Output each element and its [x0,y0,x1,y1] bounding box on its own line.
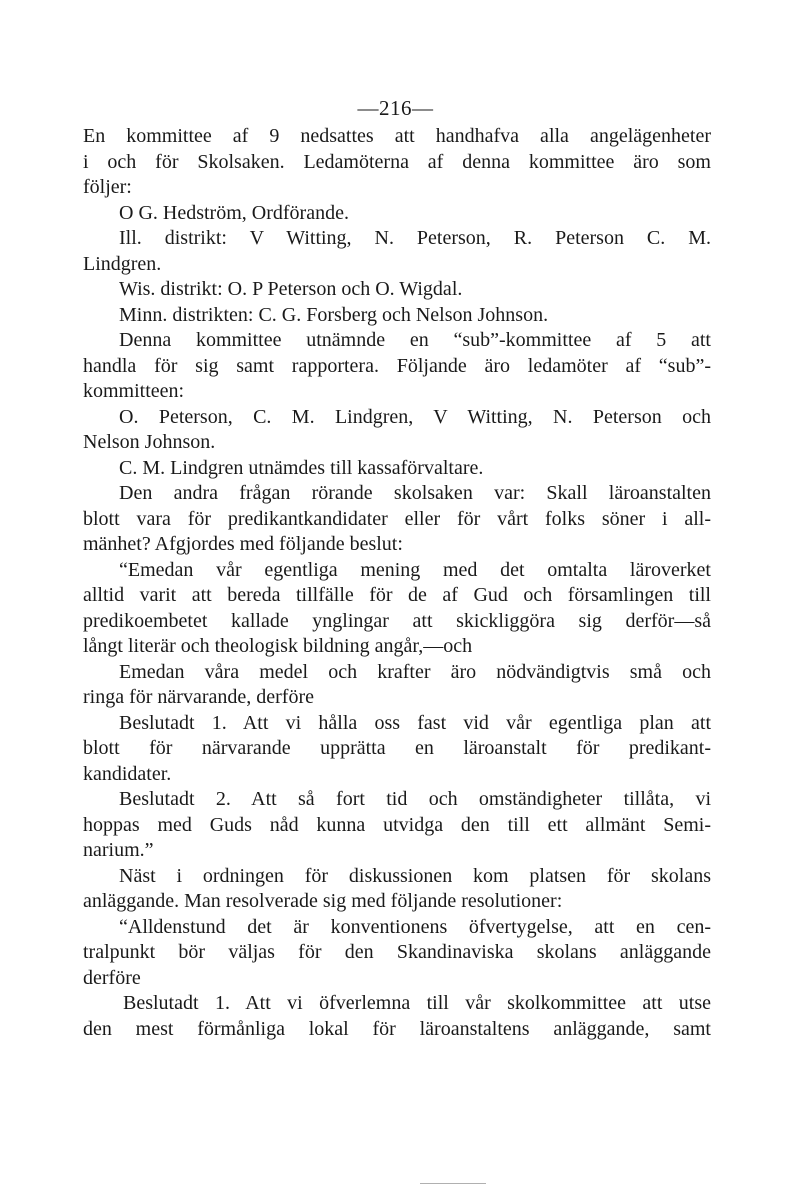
text-line: tralpunkt bör väljas för den Skandinaviska skolans anläggande [83,941,711,963]
text-line: Nelson Johnson. [83,431,216,453]
text-line: Beslutadt 1. Att vi öfverlemna till vår skolkommittee att utse [123,992,711,1014]
text-line: den mest förmånliga lokal för läroanstaltens anläggande, samt [83,1017,711,1040]
text-line: anläggande. Man resolverade sig med följande resolutioner: [83,890,563,912]
text-line: blott för närvarande upprätta en läroanstalt för predikant- [83,737,711,759]
text-line: handla för sig samt rapportera. Följande äro ledamöter af “sub”- [83,354,711,377]
text-line: kandidater. [83,762,172,785]
text-line: långt literär och theologisk bildning angår,—och [83,635,473,657]
text-line: blott vara för predikantkandidater eller för vårt folks söner i all- [83,507,711,530]
text-line: i och för Skolsaken. Ledamöterna af denna kommittee äro som [83,150,711,173]
text-line: Lindgren. [83,252,162,275]
text-line: “Alldenstund det är konventionens öfvertygelse, att en cen- [119,915,711,938]
text-line: Minn. distrikten: C. G. Forsberg och Nelson Johnson. [119,303,549,326]
bottom-rule [420,1183,486,1184]
text-line: O G. Hedström, Ordförande. [119,201,349,224]
page-number: —216— [357,96,434,120]
text-line: alltid varit att bereda tillfälle för de af Gud och församlingen till [83,584,711,606]
text-line: predikoembetet kallade ynglingar att skickliggöra sig derför—så [83,609,711,632]
text-line: ringa för närvarande, derföre [83,686,314,708]
text-line: C. M. Lindgren utnämdes till kassaförvaltare. [119,456,484,479]
text-line: hoppas med Guds nåd kunna utvidga den till ett allmänt Semi- [83,813,711,836]
text-line: följer: [83,176,132,198]
text-line: Näst i ordningen för diskussionen kom platsen för skolans [119,864,711,887]
body-text [83,124,711,1042]
text-line: derföre [83,966,141,989]
text-line: En kommittee af 9 nedsattes att handhafva alla angelägenheter [83,125,711,147]
text-line: O. Peterson, C. M. Lindgren, V Witting, N. Peterson och [119,405,711,428]
text-line: Ill. distrikt: V Witting, N. Peterson, R. Peterson C. M. [119,227,711,249]
text-line: Den andra frågan rörande skolsaken var: Skall läroanstalten [119,482,711,504]
text-line: mänhet? Afgjordes med följande beslut: [83,533,403,555]
text-line: “Emedan vår egentliga mening med det omtalta läroverket [119,558,711,581]
text-line: Denna kommittee utnämnde en “sub”-kommittee af 5 att [119,329,711,351]
text-line: Beslutadt 2. Att så fort tid och omständigheter tillåta, vi [119,788,711,810]
text-line: Emedan våra medel och krafter äro nödvändigtvis små och [119,660,711,683]
text-line: kommitteen: [83,380,185,402]
text-line: narium.” [83,839,154,861]
text-line: Beslutadt 1. Att vi hålla oss fast vid vår egentliga plan att [119,711,711,734]
text-line: Wis. distrikt: O. P Peterson och O. Wigdal. [119,278,463,300]
